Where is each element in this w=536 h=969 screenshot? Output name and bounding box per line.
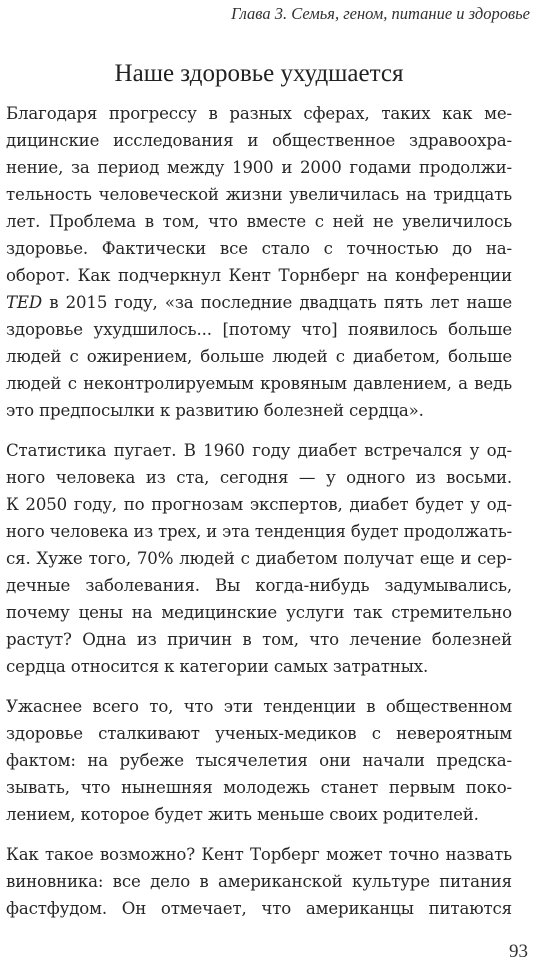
text-line: виновника: все дело в американской культуре питания [6, 872, 512, 891]
text-line: ного человека из ста, сегодня — у одного из восьми. [6, 468, 512, 487]
text-line: нение, за период между 1900 и 2000 годами продолжи- [6, 158, 512, 177]
text-line: Благодаря прогрессу в разных сферах, таких как ме- [6, 104, 512, 123]
text-line [6, 289, 512, 316]
text-line: это предпосылки к развитию болезней сердца». [6, 401, 424, 420]
text-line: лет. Проблема в том, что вместе с ней не увеличилось [6, 212, 512, 231]
text-line: почему цены на медицинские услуги так стремительно [6, 603, 512, 622]
text-line: оборот. Как подчеркнул Кент Торнберг на конференции [6, 266, 512, 285]
text-line: Ужаснее всего то, что эти тенденции в общественном [6, 697, 512, 716]
text-line: дицинские исследования и общественное здравоохра- [6, 131, 512, 150]
text-line: здоровье сталкивают ученых-медиков с невероятным [6, 724, 512, 743]
paragraph-1 [6, 100, 512, 424]
text-line: фактом: на рубеже тысячелетия они начали предска- [6, 751, 512, 770]
text-line: Статистика пугает. В 1960 году диабет встречался у од- [6, 441, 512, 460]
text-line: зывать, что нынешняя молодежь станет первым поко- [6, 778, 512, 797]
section-title: Наше здоровье ухудшается [114, 60, 404, 87]
body-text [6, 100, 512, 935]
paragraph-4 [6, 841, 512, 922]
text-line: людей с ожирением, больше людей с диабетом, больше [6, 347, 512, 366]
paragraph-3 [6, 693, 512, 828]
paragraph-2 [6, 437, 512, 680]
text-line: ного человека из трех, и эта тенденция будет продолжать- [6, 522, 512, 541]
ted-emphasis: TED [6, 293, 43, 312]
text-line: лением, которое будет жить меньше своих родителей. [6, 805, 479, 824]
text-line: людей с неконтролируемым кровяным давлением, а ведь [6, 374, 512, 393]
text-line: фастфудом. Он отмечает, что американцы питаются [6, 899, 512, 918]
text-line: растут? Одна из причин в том, что лечение болезней [6, 630, 512, 649]
text-line: ся. Хуже того, 70% людей с диабетом получат еще и сер- [6, 549, 512, 568]
text-line: тельность человеческой жизни увеличилась на тридцать [6, 185, 512, 204]
running-header: Глава 3. Семья, геном, питание и здоровье [231, 4, 530, 23]
text-line: Как такое возможно? Кент Торберг может точно назвать [6, 845, 512, 864]
text-line: здоровье. Фактически все стало с точностью до на- [6, 239, 512, 258]
text-line: дечные заболевания. Вы когда-нибудь задумывались, [6, 576, 512, 595]
text-line: сердца относится к категории самых затратных. [6, 657, 429, 676]
text-line: К 2050 году, по прогнозам экспертов, диабет будет у од- [6, 495, 512, 514]
text-line-rest: в 2015 году, «за последние двадцать пять лет наше [42, 293, 512, 312]
page-number: 93 [509, 941, 528, 962]
text-line: здоровье ухудшилось... [потому что] появилось больше [6, 320, 512, 339]
